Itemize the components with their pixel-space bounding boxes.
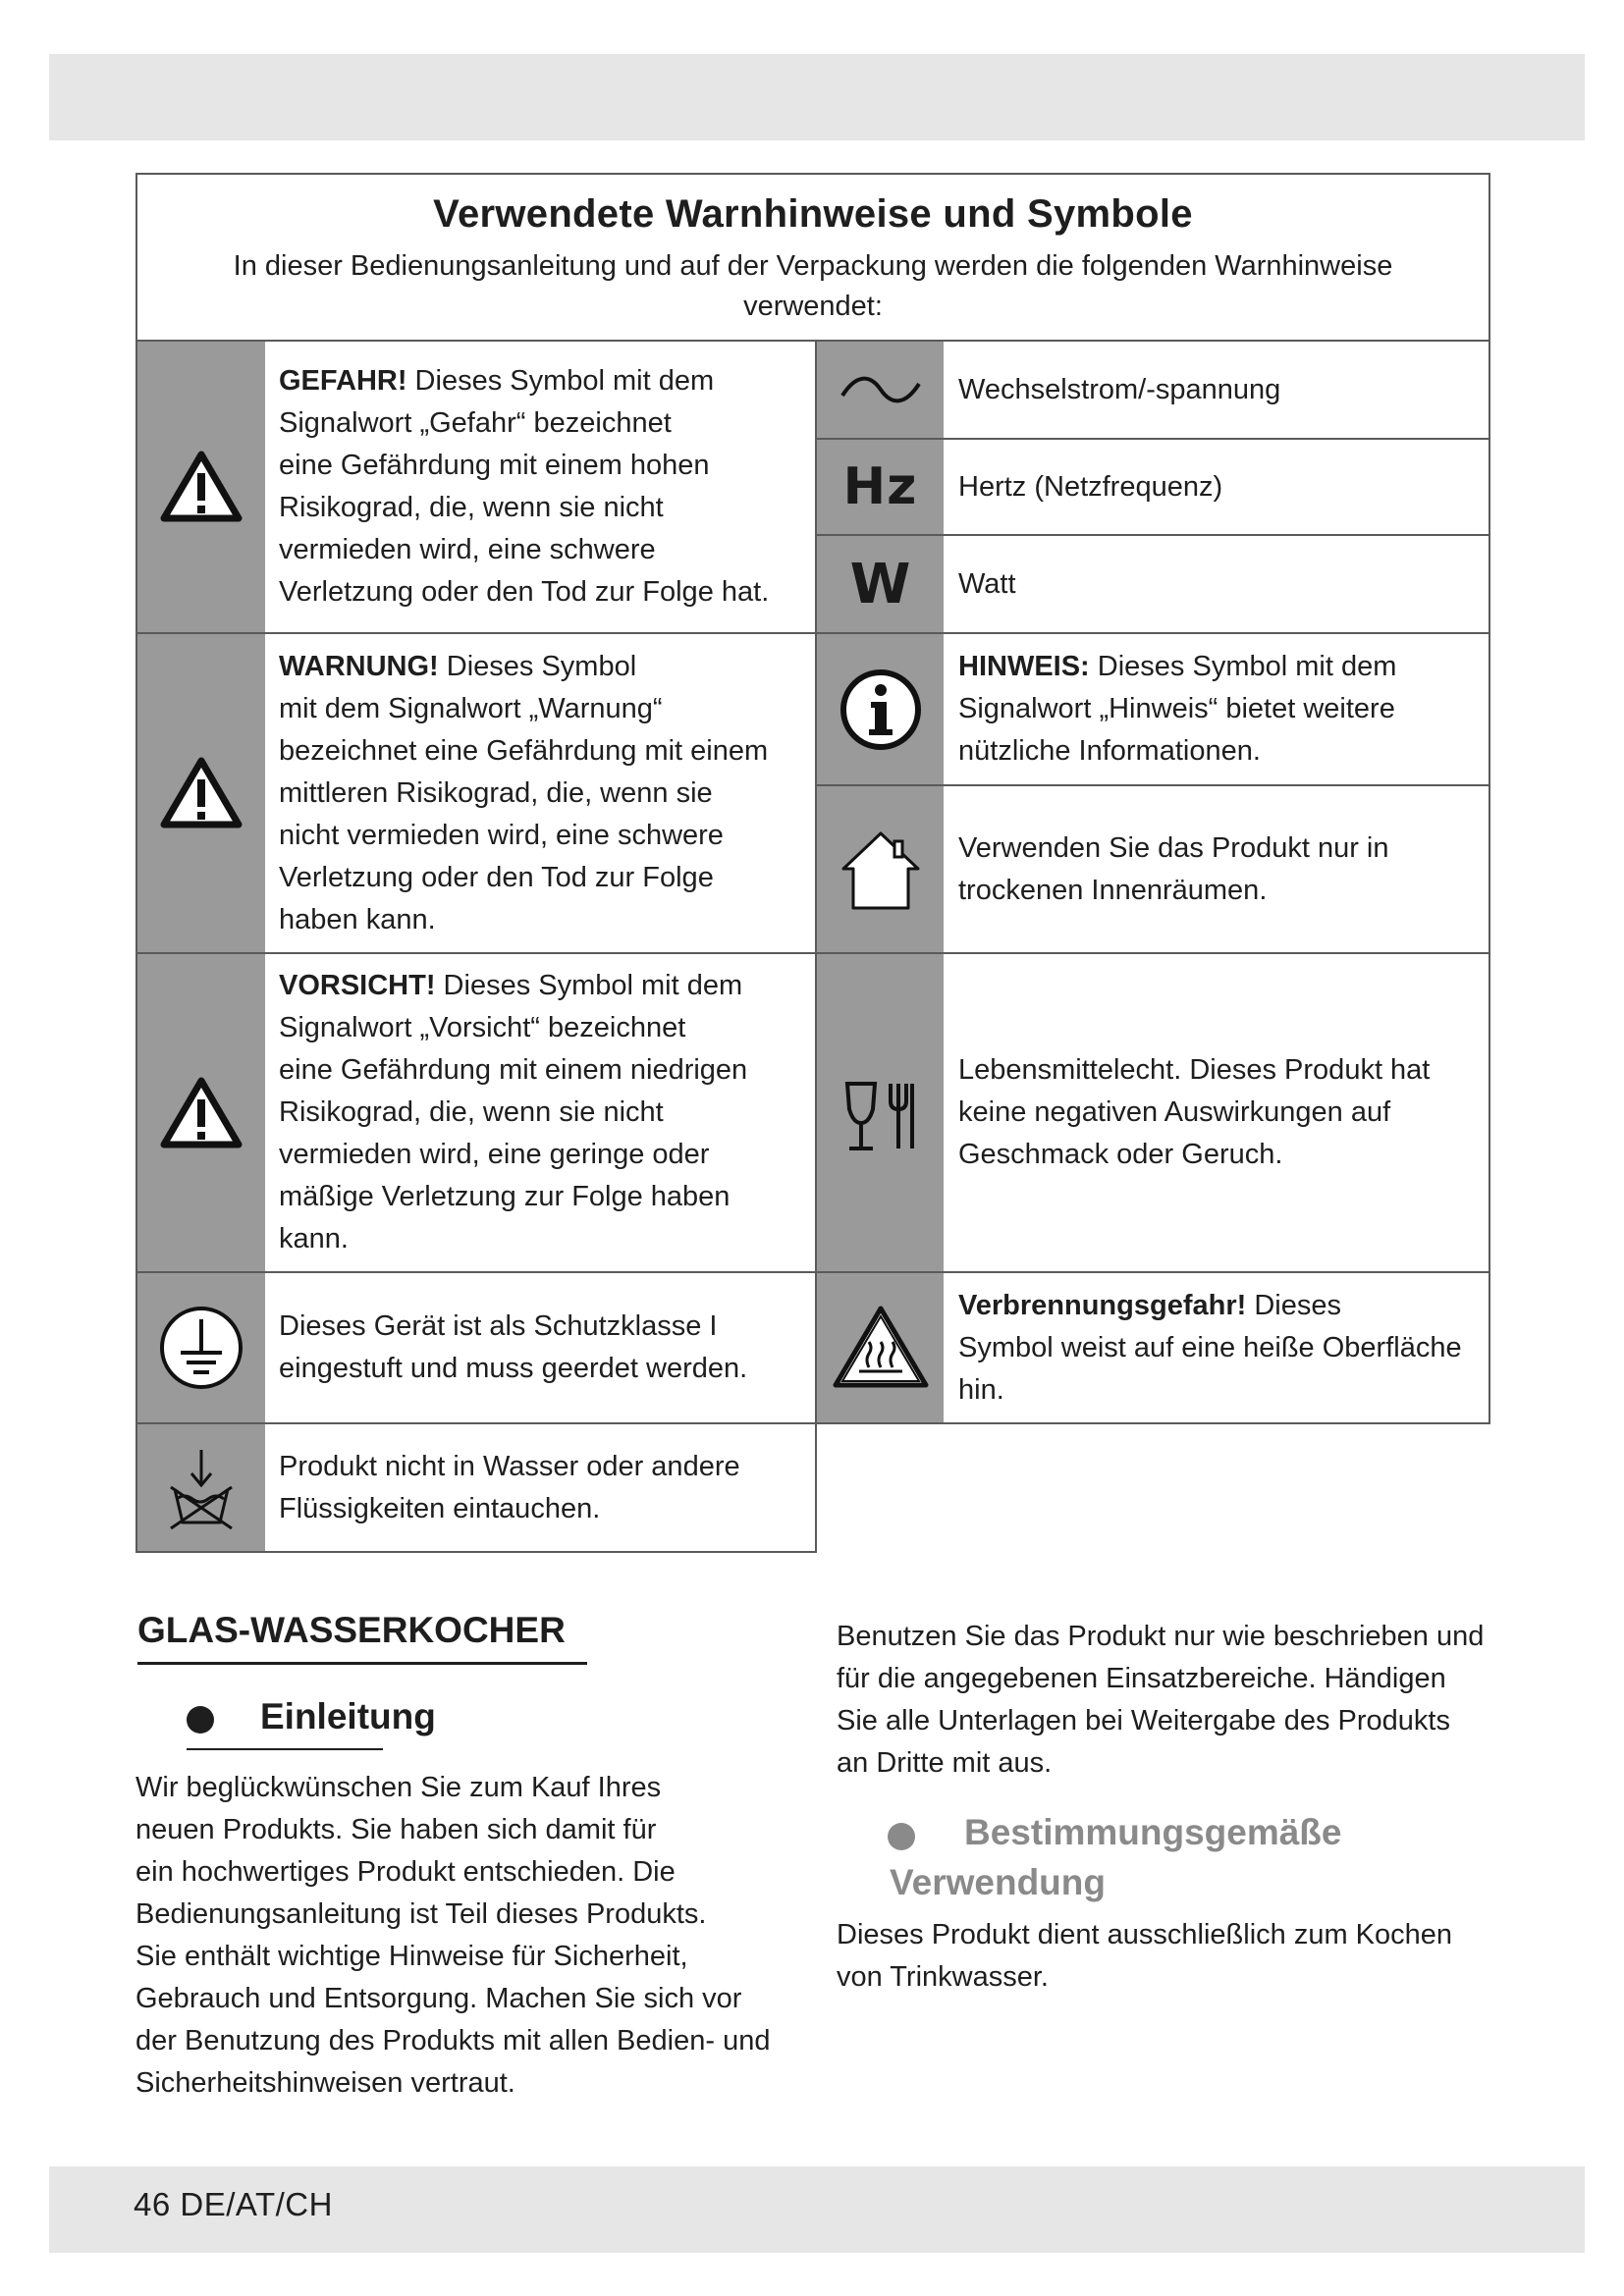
symbol-row-warnung (135, 632, 817, 954)
symbol-row-innenraum (815, 784, 1490, 954)
warnings-subtitle: In dieser Bedienungsanleitung und auf der Verpackung werden die folgenden Warnhinweise verwendet: (233, 250, 1393, 322)
symbol-row-schutzklasse (135, 1271, 817, 1424)
no-immersion-icon (137, 1424, 265, 1551)
intended-use-heading: Bestimmungsgemäße (964, 1812, 1342, 1852)
symbol-description: Verbrennungsgefahr! Dieses Symbol weist auf eine heiße Oberfläche hin. (958, 1289, 1462, 1406)
warnings-title: Verwendete Warnhinweise und Symbole (433, 192, 1193, 236)
product-title: GLAS-WASSERKOCHER (137, 1610, 566, 1650)
symbol-description: HINWEIS: Dieses Symbol mit dem Signalwort „Hinweis“ bietet weitere nützliche Informationen. (958, 651, 1397, 767)
symbol-description: VORSICHT! Dieses Symbol mit dem Signalwort „Vorsicht“ bezeichnet eine Gefährdung mit einem niedrigen Risikograd, die, wenn sie nicht vermieden wird, eine geringe oder mäßige Verletzung zur Folge haben kann. (279, 970, 748, 1255)
alternating-current-icon (817, 342, 944, 438)
intro-body: Wir beglückwünschen Sie zum Kauf Ihres neuen Produkts. Sie haben sich damit für ein hochwertiges Produkt entschieden. Die Bedienungsanleitung ist Teil dieses Produkts. Sie enthält wichtige Hinweise für Sicherheit, Gebrauch und Entsorgung. Machen Sie sich vor der Benutzung des Produkts mit allen Bedien- und Sicherheitshinweisen vertraut. (135, 1772, 771, 2099)
info-icon (817, 634, 944, 784)
page-number: 46 (134, 2186, 171, 2222)
warning-triangle-icon (137, 954, 265, 1271)
protective-earth-icon (137, 1273, 265, 1422)
title-underline (137, 1662, 587, 1665)
intro-continued-body: Benutzen Sie das Produkt nur wie beschrieben und für die angegebenen Einsatzbereiche. Händigen Sie alle Unterlagen bei Weitergabe des Produkts an Dritte mit aus. (837, 1621, 1485, 1779)
symbol-row-gefahr (135, 340, 817, 634)
symbol-description: Produkt nicht in Wasser oder andere Flüssigkeiten eintauchen. (279, 1450, 740, 1524)
intended-use-heading-line2: Verwendung (890, 1862, 1106, 1902)
symbol-row-vorsicht (135, 952, 817, 1273)
header-band (49, 54, 1585, 140)
symbol-row-hinweis (815, 632, 1490, 786)
warning-triangle-icon (137, 342, 265, 632)
symbol-description: Lebensmittelecht. Dieses Produkt hat keine negativen Auswirkungen auf Geschmack oder Geruch. (958, 1054, 1431, 1170)
symbol-description: Watt (958, 567, 1016, 600)
bullet-dot-icon (187, 1706, 214, 1734)
intro-heading: Einleitung (260, 1696, 436, 1736)
intro-underline (187, 1748, 383, 1750)
warnings-header (135, 173, 1490, 340)
symbol-description: Wechselstrom/-spannung (958, 373, 1281, 405)
symbol-description: Verwenden Sie das Produkt nur in trockenen Innenräumen. (958, 831, 1389, 906)
symbol-row-wechselstrom (815, 340, 1490, 440)
page-footer (134, 2186, 333, 2223)
bullet-dot-icon (888, 1823, 915, 1850)
symbol-row-watt (815, 534, 1490, 634)
symbol-description: Hertz (Netzfrequenz) (958, 470, 1223, 503)
symbol-row-nicht-eintauchen (135, 1422, 817, 1553)
locale-label: DE/AT/CH (180, 2186, 333, 2222)
hertz-icon: Hz (817, 440, 944, 534)
warning-triangle-icon (137, 634, 265, 952)
symbol-description: Dieses Gerät ist als Schutzklasse I eingestuft und muss geerdet werden. (279, 1310, 748, 1384)
symbol-row-hertz (815, 438, 1490, 536)
symbol-row-verbrennungsgefahr (815, 1271, 1490, 1424)
symbol-description: WARNUNG! Dieses Symbol mit dem Signalwort „Warnung“ bezeichnet eine Gefährdung mit einem mittleren Risikograd, die, wenn sie nicht vermieden wird, eine schwere Verletzung oder den Tod zur Folge haben kann. (279, 650, 769, 935)
hot-surface-icon (817, 1273, 944, 1422)
symbol-description: GEFAHR! Dieses Symbol mit dem Signalwort „Gefahr“ bezeichnet eine Gefährdung mit einem hohen Risikograd, die, wenn sie nicht vermieden wird, eine schwere Verletzung oder den Tod zur Folge hat. (279, 365, 770, 608)
watt-icon: W (817, 536, 944, 632)
indoor-house-icon (817, 786, 944, 952)
food-safe-icon (817, 954, 944, 1271)
symbol-row-lebensmittelecht (815, 952, 1490, 1273)
intended-use-body: Dieses Produkt dient ausschließlich zum Kochen von Trinkwasser. (837, 1919, 1453, 1993)
